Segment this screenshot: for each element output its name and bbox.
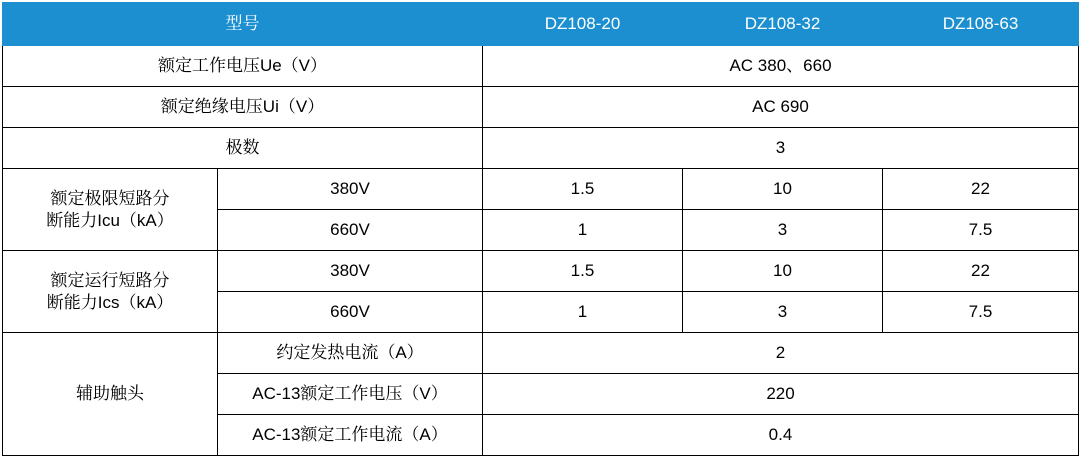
row-label-icu-line2: 断能力Icu（kA）	[46, 210, 174, 230]
table-row	[3, 128, 1079, 169]
row-label-rated-insulation-voltage: 额定绝缘电压Ui（V）	[3, 87, 483, 128]
cell-ics-660v-dz108-32: 3	[683, 292, 883, 333]
header-model-3: DZ108-63	[883, 3, 1079, 46]
cell-icu-660v-dz108-20: 1	[483, 210, 683, 251]
cell-icu-660v-dz108-63: 7.5	[883, 210, 1079, 251]
cell-ics-660v-dz108-20: 1	[483, 292, 683, 333]
header-model-label: 型号	[3, 3, 483, 46]
cell-ics-380v-dz108-32: 10	[683, 251, 883, 292]
header-model-2: DZ108-32	[683, 3, 883, 46]
table-row	[3, 333, 1079, 374]
row-label-poles: 极数	[3, 128, 483, 169]
table-row	[3, 87, 1079, 128]
specification-table	[2, 2, 1079, 456]
header-model-1: DZ108-20	[483, 3, 683, 46]
row-cond-icu-380v: 380V	[218, 169, 483, 210]
row-label-ics	[3, 251, 218, 333]
row-value-ac13-voltage: 220	[483, 374, 1079, 415]
cell-icu-380v-dz108-63: 22	[883, 169, 1079, 210]
row-label-ics-line2: 断能力Ics（kA）	[46, 292, 174, 312]
cell-icu-380v-dz108-32: 10	[683, 169, 883, 210]
cell-ics-380v-dz108-20: 1.5	[483, 251, 683, 292]
row-label-rated-working-voltage: 额定工作电压Ue（V）	[3, 46, 483, 87]
row-cond-ac13-current: AC-13额定工作电流（A）	[218, 415, 483, 456]
cell-icu-660v-dz108-32: 3	[683, 210, 883, 251]
row-label-icu	[3, 169, 218, 251]
row-label-auxiliary-contact: 辅助触头	[3, 333, 218, 456]
cell-icu-380v-dz108-20: 1.5	[483, 169, 683, 210]
cell-ics-380v-dz108-63: 22	[883, 251, 1079, 292]
table-row	[3, 251, 1079, 292]
row-cond-icu-660v: 660V	[218, 210, 483, 251]
row-value-poles: 3	[483, 128, 1079, 169]
row-cond-ics-380v: 380V	[218, 251, 483, 292]
table-header-row	[3, 3, 1079, 46]
row-cond-ics-660v: 660V	[218, 292, 483, 333]
cell-ics-660v-dz108-63: 7.5	[883, 292, 1079, 333]
row-label-icu-line1: 额定极限短路分	[50, 189, 170, 209]
row-value-rated-working-voltage: AC 380、660	[483, 46, 1079, 87]
row-value-thermal-current: 2	[483, 333, 1079, 374]
row-cond-thermal-current: 约定发热电流（A）	[218, 333, 483, 374]
row-value-ac13-current: 0.4	[483, 415, 1079, 456]
row-cond-ac13-voltage: AC-13额定工作电压（V）	[218, 374, 483, 415]
table-row	[3, 46, 1079, 87]
table-row	[3, 169, 1079, 210]
row-value-rated-insulation-voltage: AC 690	[483, 87, 1079, 128]
row-label-ics-line1: 额定运行短路分	[50, 271, 170, 291]
